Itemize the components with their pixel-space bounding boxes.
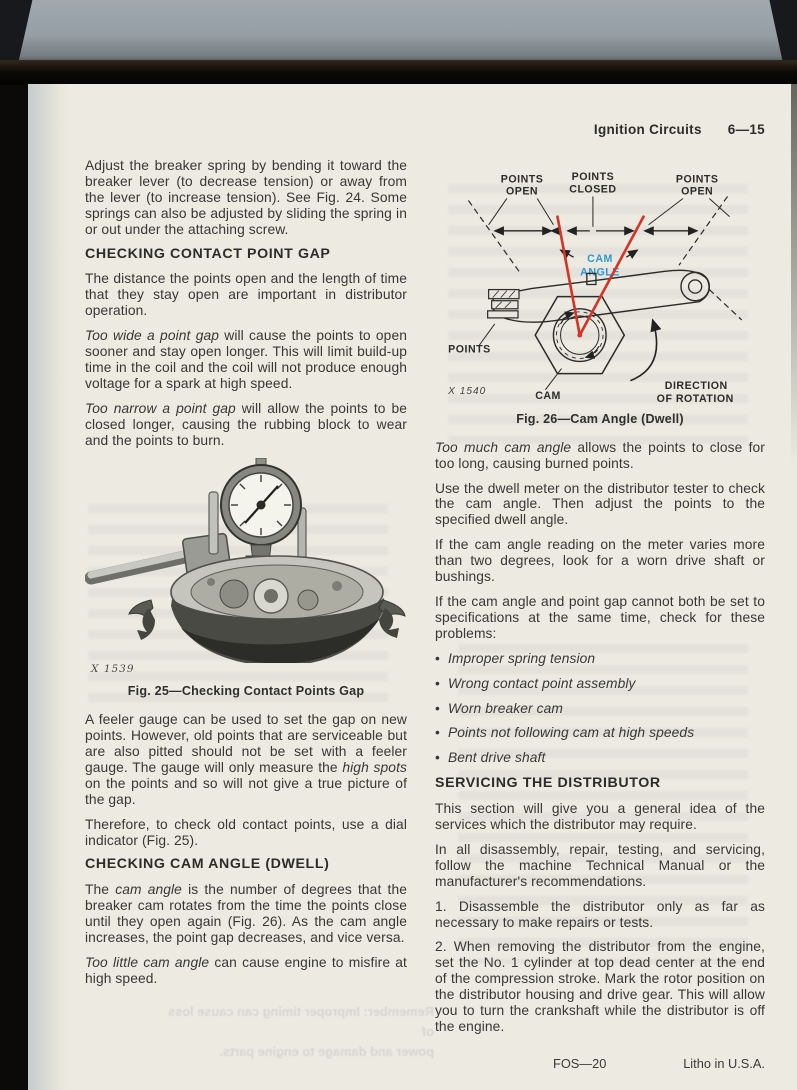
section-heading: CHECKING CONTACT POINT GAP [85, 245, 331, 262]
bleed-through-text: Remember: Improper timing can cause loss of power and damage to engine parts. [168, 1004, 434, 1059]
label-direction: DIRECTION [664, 379, 728, 392]
paragraph: Too little cam angle can cause engine to misfire at high speed. [85, 955, 407, 986]
paragraph: In all disassembly, repair, testing, and servicing, follow the machine Technical Manual or the manufacturer's recommendations. [435, 841, 765, 889]
svg-text:OF ROTATION: OF ROTATION [656, 392, 734, 405]
list-item: • Improper spring tension [435, 651, 765, 667]
distributor-dial-indicator-photo [85, 458, 407, 663]
svg-text:OPEN: OPEN [506, 185, 539, 198]
paragraph: 1. Disassemble the distributor only as far as necessary to make repairs or tests. [435, 898, 765, 930]
left-column [85, 158, 407, 996]
paragraph: If the cam angle and point gap cannot both be set to specifications at the same time, check for these problems: [435, 593, 765, 641]
page-header [435, 122, 765, 138]
paragraph: If the cam angle reading on the meter varies more than two degrees, look for a worn drive shaft or bushings. [435, 537, 765, 585]
section-heading: SERVICING THE DISTRIBUTOR [435, 775, 661, 792]
svg-text:CLOSED: CLOSED [569, 183, 617, 196]
list-item: • Points not following cam at high speeds [435, 725, 765, 741]
fig26-diagram [435, 160, 765, 428]
paragraph: Therefore, to check old contact points, use a dial indicator (Fig. 25). [85, 816, 407, 848]
page-footer [435, 1056, 765, 1071]
label-points: POINTS [448, 343, 491, 356]
paragraph: Too narrow a point gap will allow the points to be closed longer, causing the rubbing block to wear and the points to burn. [85, 400, 407, 448]
svg-text:ANGLE: ANGLE [580, 266, 620, 279]
right-column [435, 122, 765, 1044]
photo-reference: X 1540 [448, 385, 487, 397]
list-item: • Bent drive shaft [435, 750, 765, 766]
manual-page [28, 84, 797, 1090]
label-points-open-right: POINTS [675, 173, 719, 186]
section-heading: CHECKING CAM ANGLE (DWELL) [85, 856, 330, 873]
svg-text:OPEN: OPEN [681, 185, 714, 198]
page-number: 6—15 [727, 122, 765, 137]
paragraph: The cam angle is the number of degrees that the breaker cam rotates from the time the points close until they open again (Fig. 26). As the cam angle increases, the point gap decreases, and vice versa. [85, 882, 407, 946]
label-points-open-left: POINTS [500, 173, 544, 186]
paragraph: Adjust the breaker spring by bending it toward the breaker lever (to decrease tension) or away from the lever (to increase tension). See Fig. 24. Some springs can also be adjusted by sliding the spring in or out under the attaching screw. [85, 158, 407, 237]
fig25-caption: Fig. 25—Checking Contact Points Gap [127, 684, 365, 699]
paragraph: Too wide a point gap will cause the points to open sooner and stay open longer. This will limit build-up time in the coil and the coil will not produce enough voltage for a spark at high speed. [85, 328, 408, 391]
fig26-caption: Fig. 26—Cam Angle (Dwell) [516, 411, 684, 426]
list-item: • Wrong contact point assembly [435, 676, 765, 692]
list-item: • Worn breaker cam [435, 701, 765, 717]
paragraph: A feeler gauge can be used to set the gap on new points. However, old points that are serviceable but are also pitted should not be set with a feeler gauge. The gauge will only measure the high spots on the points and so will not give a true picture of the gap. [85, 712, 407, 807]
label-points-closed: POINTS [571, 171, 615, 184]
page-top-gutter [0, 60, 797, 85]
doc-code: FOS—20 [553, 1056, 607, 1071]
chapter-title: Ignition Circuits [593, 122, 702, 137]
fig25-photo [85, 458, 407, 701]
cam-angle-diagram [435, 160, 765, 408]
photo-reference: X 1539 [91, 663, 135, 676]
paragraph: Too much cam angle allows the points to close for too long, causing burned points. [435, 439, 766, 471]
paragraph: The distance the points open and the length of time that they stay open are important in distributor operation. [85, 271, 407, 319]
litho-note: Litho in U.S.A. [683, 1056, 765, 1071]
label-cam: CAM [535, 389, 561, 402]
problem-list [435, 651, 765, 767]
paragraph: This section will give you a general idea of the services which the distributor may require. [435, 801, 765, 833]
book-cover-edge [0, 0, 797, 64]
paragraph: 2. When removing the distributor from the engine, set the No. 1 cylinder at top dead center at the end of the compression stroke. Mark the rotor position on the distributor housing and drive gear. This will allow you to turn the crankshaft while the distributor is off the engine. [435, 939, 765, 1034]
label-cam-angle: CAM [587, 253, 613, 266]
paragraph: Use the dwell meter on the distributor tester to check the cam angle. Then adjust the points to the specified dwell angle. [435, 480, 765, 528]
